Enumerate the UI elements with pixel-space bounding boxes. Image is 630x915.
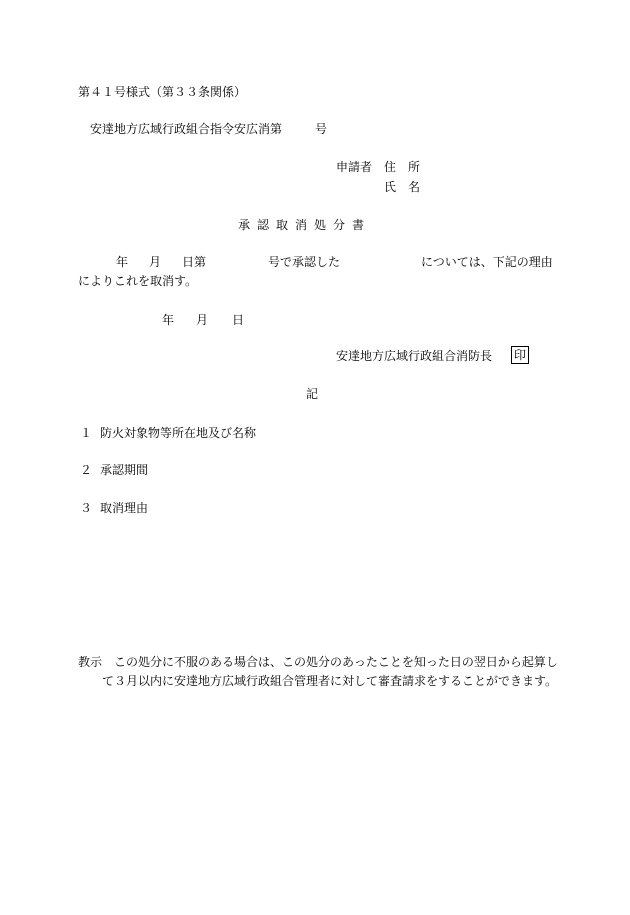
date-month: 月 xyxy=(196,313,209,327)
form-header: 第４１号様式（第３３条関係） xyxy=(78,85,247,99)
item-2-number: ２ xyxy=(80,463,93,477)
body-line-2: によりこれを取消す。 xyxy=(78,274,198,288)
applicant-label: 申請者 xyxy=(336,160,373,174)
date-day: 日 xyxy=(232,313,245,327)
signatory: 安達地方広域行政組合消防長 xyxy=(336,349,493,363)
item-1-text: 防火対象物等所在地及び名称 xyxy=(100,426,257,440)
notice-line-2: て３月以内に安達地方広域行政組合管理者に対して審査請求をすることができます。 xyxy=(102,674,558,688)
issuer-reference: 安達地方広域行政組合指令安広消第 xyxy=(90,122,283,136)
body-day-number: 日第 xyxy=(182,255,207,269)
item-1-number: １ xyxy=(80,426,93,440)
body-approved: 号で承認した xyxy=(268,255,341,269)
name-label: 氏 名 xyxy=(384,180,421,194)
item-3-text: 取消理由 xyxy=(100,501,149,515)
seal-mark: 印 xyxy=(511,346,529,364)
issuer-reference-suffix: 号 xyxy=(315,122,328,136)
address-label: 住 所 xyxy=(384,160,421,174)
notice-line-1: この処分に不服のある場合は、この処分のあったことを知った日の翌日から起算し xyxy=(114,655,558,669)
item-2-text: 承認期間 xyxy=(100,463,149,477)
document-title: 承認取消処分書 xyxy=(238,218,372,232)
date-year: 年 xyxy=(162,313,175,327)
body-year: 年 xyxy=(116,255,129,269)
seal-box xyxy=(511,346,529,364)
item-3-number: ３ xyxy=(80,501,93,515)
body-reason: については、下記の理由 xyxy=(421,255,553,269)
notice-label: 教示 xyxy=(78,655,103,669)
body-month: 月 xyxy=(149,255,162,269)
ki-heading: 記 xyxy=(306,387,319,401)
